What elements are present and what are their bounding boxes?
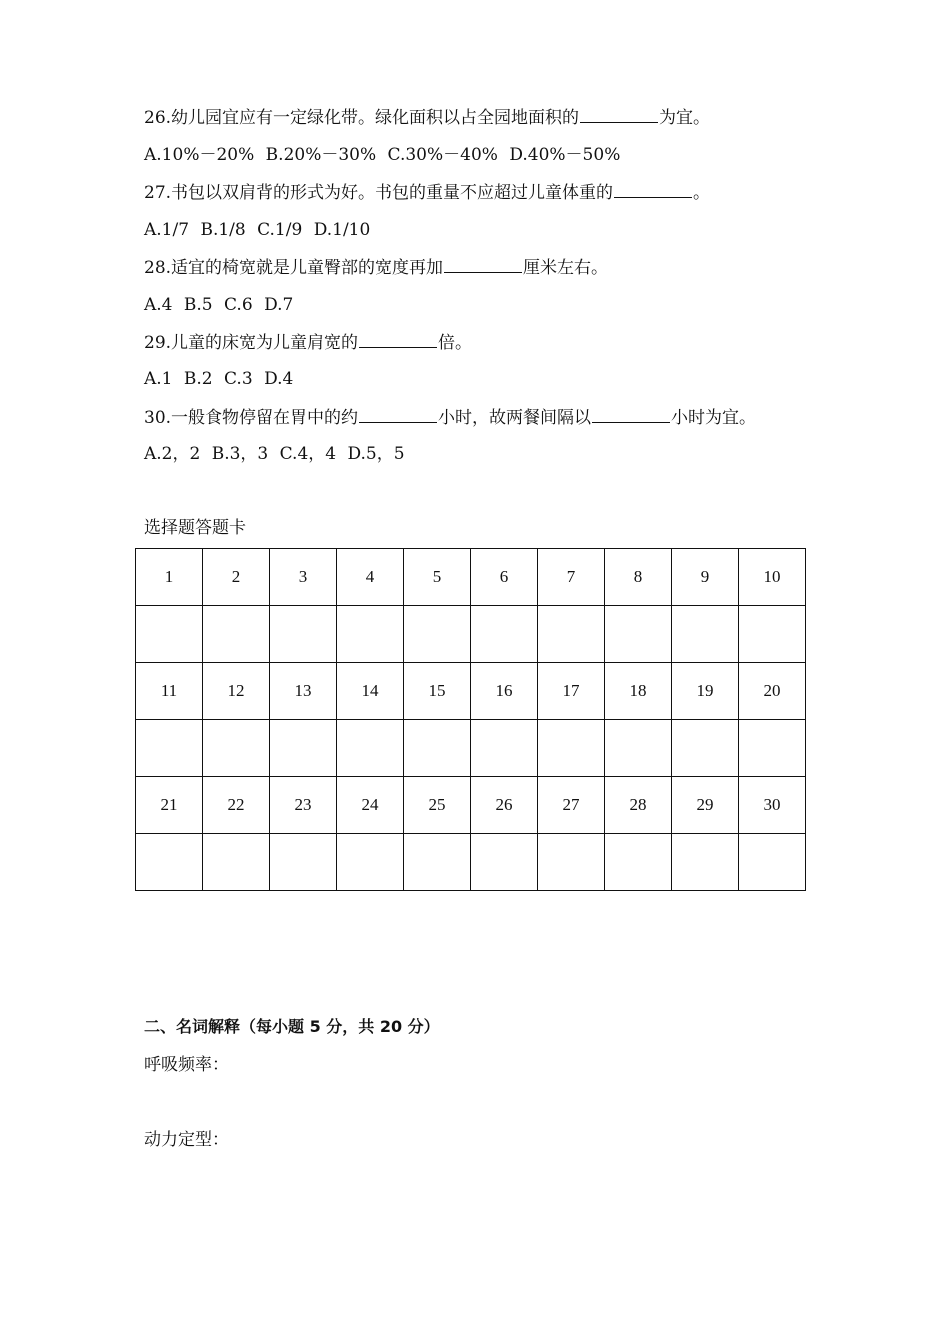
card-number-cell: 13 — [270, 663, 337, 720]
option-b: B.1/8 — [200, 220, 246, 240]
card-number-row — [136, 549, 806, 606]
option-d: D.7 — [264, 295, 294, 315]
card-answer-cell[interactable] — [337, 720, 404, 777]
card-answer-cell[interactable] — [739, 606, 806, 663]
question-text: 26.幼儿园宜应有一定绿化带。绿化面积以占全园地面积的 — [144, 108, 580, 128]
card-number-cell: 12 — [203, 663, 270, 720]
card-number-cell: 27 — [538, 777, 605, 834]
answer-blank[interactable] — [592, 406, 670, 423]
question-text: 小时为宜。 — [671, 408, 757, 428]
card-number-row — [136, 663, 806, 720]
card-number-cell: 22 — [203, 777, 270, 834]
card-answer-cell[interactable] — [672, 834, 739, 891]
card-answer-cell[interactable] — [471, 606, 538, 663]
card-answer-cell[interactable] — [404, 720, 471, 777]
card-answer-cell[interactable] — [538, 606, 605, 663]
option-c: C.1/9 — [257, 220, 303, 240]
card-answer-cell[interactable] — [672, 720, 739, 777]
section-title: 二、名词解释（每小题 5 分，共 20 分） — [144, 1017, 440, 1036]
card-number-cell: 15 — [404, 663, 471, 720]
option-a: A.1 — [144, 369, 173, 389]
card-answer-cell[interactable] — [337, 606, 404, 663]
card-number-cell: 2 — [203, 549, 270, 606]
question-28 — [144, 256, 608, 279]
card-answer-cell[interactable] — [270, 720, 337, 777]
card-number-cell: 11 — [136, 663, 203, 720]
card-answer-cell[interactable] — [538, 720, 605, 777]
card-number-cell: 7 — [538, 549, 605, 606]
card-answer-cell[interactable] — [605, 834, 672, 891]
option-b: B.5 — [183, 295, 213, 315]
option-d: D.5，5 — [347, 444, 405, 464]
card-answer-cell[interactable] — [404, 606, 471, 663]
answer-blank[interactable] — [359, 331, 437, 348]
card-number-cell: 24 — [337, 777, 404, 834]
card-number-cell: 5 — [404, 549, 471, 606]
card-number-cell: 21 — [136, 777, 203, 834]
card-answer-cell[interactable] — [203, 606, 270, 663]
term-1: 呼吸频率： — [144, 1055, 229, 1075]
card-answer-cell[interactable] — [672, 606, 739, 663]
option-a: A.1/7 — [144, 220, 190, 240]
card-answer-cell[interactable] — [136, 720, 203, 777]
card-number-cell: 14 — [337, 663, 404, 720]
card-number-cell: 25 — [404, 777, 471, 834]
card-answer-cell[interactable] — [136, 834, 203, 891]
answer-blank[interactable] — [580, 106, 658, 123]
option-a: A.2，2 — [144, 444, 201, 464]
card-answer-cell[interactable] — [739, 720, 806, 777]
card-number-cell: 9 — [672, 549, 739, 606]
question-text: 小时，故两餐间隔以 — [438, 408, 592, 428]
option-c: C.4，4 — [279, 444, 337, 464]
question-30 — [144, 406, 756, 429]
question-text: 为宜。 — [659, 108, 711, 128]
question-26 — [144, 106, 710, 129]
question-text: 倍。 — [438, 333, 473, 353]
answer-blank[interactable] — [614, 181, 692, 198]
answer-card-table — [135, 548, 806, 891]
option-b: B.2 — [183, 369, 213, 389]
option-a: A.10%－20% — [144, 145, 255, 165]
card-answer-cell[interactable] — [270, 606, 337, 663]
card-number-cell: 6 — [471, 549, 538, 606]
answer-card-title: 选择题答题卡 — [144, 518, 246, 538]
card-number-cell: 19 — [672, 663, 739, 720]
card-answer-row — [136, 720, 806, 777]
option-c: C.30%－40% — [387, 145, 498, 165]
card-number-cell: 18 — [605, 663, 672, 720]
card-number-cell: 8 — [605, 549, 672, 606]
question-text: 27.书包以双肩背的形式为好。书包的重量不应超过儿童体重的 — [144, 183, 614, 203]
question-text: 29.儿童的床宽为儿童肩宽的 — [144, 333, 359, 353]
card-number-cell: 20 — [739, 663, 806, 720]
options-27 — [144, 219, 376, 241]
option-d: D.4 — [264, 369, 294, 389]
card-number-row — [136, 777, 806, 834]
card-number-cell: 17 — [538, 663, 605, 720]
option-b: B.20%－30% — [265, 145, 377, 165]
term-2: 动力定型： — [144, 1130, 229, 1150]
card-number-cell: 30 — [739, 777, 806, 834]
option-c: C.3 — [224, 369, 253, 389]
question-text: 28.适宜的椅宽就是儿童臀部的宽度再加 — [144, 258, 444, 278]
answer-blank[interactable] — [444, 256, 522, 273]
card-number-cell: 23 — [270, 777, 337, 834]
question-text: 。 — [693, 183, 711, 203]
options-28 — [144, 294, 299, 316]
card-number-cell: 10 — [739, 549, 806, 606]
card-answer-cell[interactable] — [203, 720, 270, 777]
card-answer-cell[interactable] — [605, 606, 672, 663]
card-answer-cell[interactable] — [471, 720, 538, 777]
option-d: D.40%－50% — [509, 145, 621, 165]
options-29 — [144, 368, 299, 390]
card-answer-cell[interactable] — [337, 834, 404, 891]
card-number-cell: 4 — [337, 549, 404, 606]
card-answer-cell[interactable] — [739, 834, 806, 891]
option-a: A.4 — [144, 295, 173, 315]
card-number-cell: 1 — [136, 549, 203, 606]
question-27 — [144, 181, 710, 204]
card-answer-cell[interactable] — [404, 834, 471, 891]
card-number-cell: 29 — [672, 777, 739, 834]
card-answer-row — [136, 834, 806, 891]
question-text: 厘米左右。 — [523, 258, 609, 278]
card-number-cell: 3 — [270, 549, 337, 606]
card-answer-cell[interactable] — [203, 834, 270, 891]
card-number-cell: 28 — [605, 777, 672, 834]
card-answer-cell[interactable] — [471, 834, 538, 891]
option-c: C.6 — [224, 295, 253, 315]
options-30 — [144, 443, 411, 465]
question-text: 30.一般食物停留在胃中的约 — [144, 408, 359, 428]
answer-blank[interactable] — [359, 406, 437, 423]
options-26 — [144, 144, 626, 166]
option-b: B.3，3 — [211, 444, 269, 464]
card-answer-cell[interactable] — [136, 606, 203, 663]
card-number-cell: 16 — [471, 663, 538, 720]
card-answer-cell[interactable] — [538, 834, 605, 891]
card-answer-cell[interactable] — [605, 720, 672, 777]
option-d: D.1/10 — [313, 220, 371, 240]
card-answer-cell[interactable] — [270, 834, 337, 891]
card-answer-row — [136, 606, 806, 663]
question-29 — [144, 331, 472, 354]
card-number-cell: 26 — [471, 777, 538, 834]
